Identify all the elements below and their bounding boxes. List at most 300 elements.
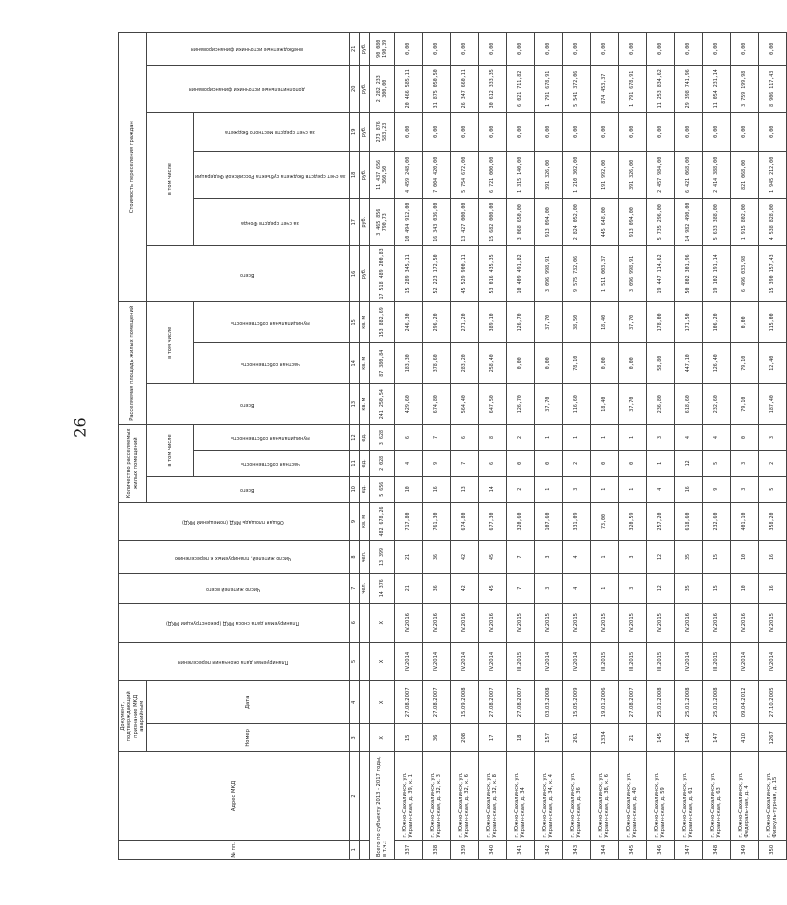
header-additional-sources-text: дополнительные источники финансирования	[188, 86, 305, 92]
row-as-cell: 11 253 834,62	[646, 65, 674, 112]
row-as-cell: 5 541 372,06	[562, 65, 590, 112]
row-at-cell: 187,40	[758, 384, 786, 425]
row-at-cell: 37,70	[534, 384, 562, 425]
row-priv-cell: 0	[506, 450, 534, 476]
row-ex-cell: 0,00	[478, 33, 506, 66]
row-ex-cell: 0,00	[506, 33, 534, 66]
row-num-cell: 261	[562, 724, 590, 752]
column-number-cell: 13	[349, 384, 359, 425]
row-r-cell: 391 326,00	[618, 151, 646, 198]
total-label-cell: Всего по субъекту 2013 - 2017 годы, в т.ч.:	[369, 752, 394, 860]
row-date-cell: 27.08.2007	[618, 681, 646, 724]
row-ct-cell: 1 511 003,37	[590, 246, 618, 302]
row-mun-cell: 0	[730, 425, 758, 451]
row-p1-cell: 7	[506, 573, 534, 603]
total-region-cell: 11 437 656 360,50	[369, 151, 394, 198]
row-ct-cell: 10 409 491,82	[506, 246, 534, 302]
row-ex-cell: 0,00	[618, 33, 646, 66]
row-rooms-cell: 5	[758, 476, 786, 502]
row-mun-cell: 1	[618, 425, 646, 451]
header-no: № пп.	[119, 840, 350, 859]
row-p1-cell: 1	[590, 573, 618, 603]
column-numbers-row	[349, 33, 359, 860]
row-p1-cell: 3	[534, 573, 562, 603]
row-l-cell: 0,00	[534, 112, 562, 151]
unit-cell: кв. м	[359, 343, 369, 384]
row-num-cell: 147	[702, 724, 730, 752]
row-n-cell: 349	[730, 840, 758, 859]
row-p2-cell: 42	[450, 541, 478, 573]
row-l-cell: 0,00	[674, 112, 702, 151]
row-priv-cell: 6	[478, 450, 506, 476]
row-date-cell: 19.01.2006	[590, 681, 618, 724]
total-area-total-cell: 241 250,54	[369, 384, 394, 425]
row-n-cell: 345	[618, 840, 646, 859]
header-region-budget	[194, 151, 350, 198]
row-addr-cell: г. Южно-Сахалинск, ул. Украин-ская, д. 36	[562, 752, 590, 840]
header-planned-demolition	[119, 603, 350, 642]
row-n-cell: 342	[534, 840, 562, 859]
unit-cell: ед.	[359, 450, 369, 476]
table-row	[674, 33, 702, 860]
row-ct-cell: 19 447 114,62	[646, 246, 674, 302]
row-p1-cell: 36	[422, 573, 450, 603]
row-reloc-cell: IV.2014	[450, 642, 478, 681]
row-f-cell: 16 343 036,00	[422, 199, 450, 246]
row-ap-cell: 126,40	[702, 343, 730, 384]
row-mun-cell: 1	[534, 425, 562, 451]
row-ap-cell: 0,00	[618, 343, 646, 384]
row-as-cell: 3 759 199,98	[730, 65, 758, 112]
header-fund-money-text: за счет средств Фонда	[241, 219, 300, 225]
row-f-cell: 3 068 650,00	[506, 199, 534, 246]
row-reloc-cell: III.2015	[590, 642, 618, 681]
total-demolition-cell: X	[369, 603, 394, 642]
unit-cell: руб.	[359, 151, 369, 198]
total-area-municipal-cell: 153 882,69	[369, 302, 394, 343]
row-am-cell: 246,30	[394, 302, 422, 343]
row-l-cell: 0,00	[478, 112, 506, 151]
row-r-cell: 821 068,00	[730, 151, 758, 198]
row-rooms-cell: 1	[618, 476, 646, 502]
header-cost-total	[147, 246, 350, 302]
row-ap-cell: 79,10	[730, 343, 758, 384]
row-l-cell: 0,00	[646, 112, 674, 151]
row-rooms-cell: 16	[674, 476, 702, 502]
header-address: Адрес МКД	[119, 752, 350, 840]
row-p1-cell: 21	[394, 573, 422, 603]
row-date-cell: 27.08.2007	[422, 681, 450, 724]
header-private-text: частная собственность	[240, 461, 300, 467]
row-at-cell: 116,60	[562, 384, 590, 425]
total-relocation-cell: X	[369, 642, 394, 681]
row-n-cell: 348	[702, 840, 730, 859]
row-as-cell: 8 906 117,43	[758, 65, 786, 112]
row-am-cell: 271,20	[450, 302, 478, 343]
row-area-cell: 331,09	[562, 502, 590, 541]
row-priv-cell: 12	[674, 450, 702, 476]
row-date-cell: 25.01.2008	[646, 681, 674, 724]
row-ap-cell: 0,00	[534, 343, 562, 384]
row-at-cell: 232,60	[702, 384, 730, 425]
row-p2-cell: 1	[590, 541, 618, 573]
row-demol-cell: IV.2015	[618, 603, 646, 642]
total-date-cell: X	[369, 681, 394, 724]
row-l-cell: 0,00	[758, 112, 786, 151]
row-addr-cell: г. Южно-Сахалинск, ул. Украин-ская, д. 40	[618, 752, 646, 840]
row-ct-cell: 50 802 301,96	[674, 246, 702, 302]
row-ct-cell: 9 575 732,06	[562, 246, 590, 302]
units-row	[359, 33, 369, 860]
row-f-cell: 5 633 388,00	[702, 199, 730, 246]
row-demol-cell: IV.2016	[450, 603, 478, 642]
row-date-cell: 15.09.2008	[450, 681, 478, 724]
row-r-cell: 191 992,00	[590, 151, 618, 198]
row-ct-cell: 6 496 033,98	[730, 246, 758, 302]
unit-cell	[359, 752, 369, 840]
unit-cell: руб.	[359, 199, 369, 246]
row-at-cell: 37,70	[618, 384, 646, 425]
header-municipal-text: муниципальная собственность	[230, 435, 310, 441]
row-r-cell: 2 457 984,00	[646, 151, 674, 198]
row-r-cell: 7 004 420,00	[422, 151, 450, 198]
row-area-cell: 358,20	[758, 502, 786, 541]
unit-cell: чел.	[359, 573, 369, 603]
row-area-cell: 107,60	[534, 502, 562, 541]
row-addr-cell: г. Южно-Сахалинск, ул. Украин-ская, д. 39, к. 1	[394, 752, 422, 840]
row-addr-cell: г. Южно-Сахалинск, ул. Украин-ская, д. 32, к. 6	[450, 752, 478, 840]
row-r-cell: 5 754 672,00	[450, 151, 478, 198]
row-mun-cell: 2	[506, 425, 534, 451]
row-demol-cell: IV.2015	[758, 603, 786, 642]
row-num-cell: 1267	[758, 724, 786, 752]
row-ex-cell: 0,00	[758, 33, 786, 66]
row-p2-cell: 4	[562, 541, 590, 573]
row-reloc-cell: IV.2014	[534, 642, 562, 681]
total-add-sources-cell: 2 282 233 300,00	[369, 65, 394, 112]
row-demol-cell: IV.2016	[730, 603, 758, 642]
row-num-cell: 17	[478, 724, 506, 752]
header-area: Расселяемая площадь жилых помещений	[119, 302, 147, 425]
row-f-cell: 1 915 802,00	[730, 199, 758, 246]
row-mun-cell: 4	[702, 425, 730, 451]
total-area-cell: 482 678,26	[369, 502, 394, 541]
unit-cell	[359, 681, 369, 724]
row-l-cell: 0,00	[562, 112, 590, 151]
row-am-cell: 296,20	[422, 302, 450, 343]
row-p1-cell: 3	[618, 573, 646, 603]
row-reloc-cell: III.2015	[702, 642, 730, 681]
row-date-cell: 09.04.2012	[730, 681, 758, 724]
row-am-cell: 0,00	[730, 302, 758, 343]
row-p2-cell: 3	[618, 541, 646, 573]
row-as-cell: 20 466 585,11	[394, 65, 422, 112]
row-area-cell: 232,60	[702, 502, 730, 541]
row-r-cell: 1 945 212,00	[758, 151, 786, 198]
header-rooms-total-text: Всего	[239, 486, 254, 492]
rotated-table-wrapper	[118, 32, 779, 860]
row-am-cell: 38,50	[562, 302, 590, 343]
header-area-total-text: Всего	[239, 401, 254, 407]
row-at-cell: 674,80	[422, 384, 450, 425]
row-demol-cell: IV.2015	[646, 603, 674, 642]
row-as-cell: 1 791 678,91	[618, 65, 646, 112]
row-rooms-cell: 2	[506, 476, 534, 502]
row-f-cell: 15 682 000,00	[478, 199, 506, 246]
row-as-cell: 1 791 678,91	[534, 65, 562, 112]
total-local-cell: 273 876 583,23	[369, 112, 394, 151]
total-row	[369, 33, 394, 860]
header-number: Номер	[147, 724, 350, 752]
unit-cell: руб.	[359, 65, 369, 112]
row-p1-cell: 42	[450, 573, 478, 603]
row-p2-cell: 3	[534, 541, 562, 573]
header-row-1	[119, 33, 147, 860]
row-p2-cell: 45	[478, 541, 506, 573]
row-p1-cell: 12	[646, 573, 674, 603]
row-as-cell: 26 347 660,11	[450, 65, 478, 112]
row-mun-cell: 8	[478, 425, 506, 451]
row-ex-cell: 0,00	[450, 33, 478, 66]
row-mun-cell: 3	[646, 425, 674, 451]
row-ct-cell: 3 096 998,91	[534, 246, 562, 302]
row-mun-cell: 6	[450, 425, 478, 451]
row-area-cell: 73,00	[590, 502, 618, 541]
row-at-cell: 126,70	[506, 384, 534, 425]
total-fund-cell: 3 465 856 790,73	[369, 199, 394, 246]
column-number-cell: 12	[349, 425, 359, 451]
row-ct-cell: 15 289 345,11	[394, 246, 422, 302]
header-cost: Стоимость переселения граждан	[119, 33, 147, 302]
row-date-cell: 25.01.2008	[702, 681, 730, 724]
row-p2-cell: 7	[506, 541, 534, 573]
column-number-cell: 4	[349, 681, 359, 724]
row-r-cell: 4 459 248,00	[394, 151, 422, 198]
header-area-in-that: в том числе	[147, 302, 194, 384]
row-demol-cell: IV.2015	[506, 603, 534, 642]
row-demol-cell: IV.2015	[562, 603, 590, 642]
row-am-cell: 18,40	[590, 302, 618, 343]
row-rooms-cell: 16	[422, 476, 450, 502]
relocation-table	[118, 32, 787, 860]
unit-cell	[359, 603, 369, 642]
header-people-count	[119, 573, 350, 603]
row-num-cell: 145	[646, 724, 674, 752]
total-people-relocate-cell: 13 399	[369, 541, 394, 573]
header-planned-relocation	[119, 642, 350, 681]
header-date: Дата	[147, 681, 350, 724]
row-as-cell: 6 021 711,82	[506, 65, 534, 112]
row-as-cell: 874 453,37	[590, 65, 618, 112]
row-date-cell: 03.03.2008	[534, 681, 562, 724]
row-r-cell: 2 414 388,00	[702, 151, 730, 198]
row-n-cell: 344	[590, 840, 618, 859]
row-ct-cell: 15 390 157,43	[758, 246, 786, 302]
row-mun-cell: 3	[758, 425, 786, 451]
row-r-cell: 1 315 140,00	[506, 151, 534, 198]
row-at-cell: 618,60	[674, 384, 702, 425]
row-area-cell: 761,30	[422, 502, 450, 541]
row-num-cell: 18	[506, 724, 534, 752]
row-at-cell: 429,60	[394, 384, 422, 425]
header-area-total	[147, 384, 350, 425]
row-ct-cell: 52 223 172,50	[422, 246, 450, 302]
row-ct-cell: 53 016 435,35	[478, 246, 506, 302]
table-row	[394, 33, 422, 860]
row-ct-cell: 45 529 900,11	[450, 246, 478, 302]
row-ct-cell: 3 096 998,91	[618, 246, 646, 302]
column-number-cell: 7	[349, 573, 359, 603]
header-municipal-area-text: муниципальная собственность	[230, 320, 310, 326]
row-priv-cell: 7	[450, 450, 478, 476]
row-addr-cell: г. Южно-Сахалинск, ул. Украин-ская, д. 34	[506, 752, 534, 840]
row-am-cell: 126,70	[506, 302, 534, 343]
row-ap-cell: 258,40	[478, 343, 506, 384]
row-mun-cell: 7	[422, 425, 450, 451]
header-row-2	[147, 33, 194, 860]
row-p1-cell: 15	[702, 573, 730, 603]
row-addr-cell: г. Южно-Сахалинск, ул. Физкуль-турная, д. 15	[758, 752, 786, 840]
row-num-cell: 146	[674, 724, 702, 752]
row-num-cell: 36	[422, 724, 450, 752]
row-n-cell: 340	[478, 840, 506, 859]
column-number-cell: 17	[349, 199, 359, 246]
row-r-cell: 6 421 068,00	[674, 151, 702, 198]
row-am-cell: 115,00	[758, 302, 786, 343]
row-am-cell: 171,50	[674, 302, 702, 343]
row-am-cell: 106,20	[702, 302, 730, 343]
header-document: Документ, подтверждающий признание МКД аварийным	[119, 681, 147, 752]
table-row	[562, 33, 590, 860]
column-number-cell: 21	[349, 33, 359, 66]
row-am-cell: 178,00	[646, 302, 674, 343]
total-private-cell: 2 028	[369, 450, 394, 476]
row-p2-cell: 10	[730, 541, 758, 573]
row-ex-cell: 0,00	[394, 33, 422, 66]
row-p2-cell: 21	[394, 541, 422, 573]
row-area-cell: 618,60	[674, 502, 702, 541]
column-number-cell: 6	[349, 603, 359, 642]
unit-cell: руб.	[359, 33, 369, 66]
row-area-cell: 257,20	[646, 502, 674, 541]
row-reloc-cell: IV.2014	[674, 642, 702, 681]
column-number-cell: 10	[349, 476, 359, 502]
row-priv-cell: 5	[702, 450, 730, 476]
column-number-cell: 20	[349, 65, 359, 112]
row-reloc-cell: IV.2014	[394, 642, 422, 681]
row-ct-cell: 19 102 191,14	[702, 246, 730, 302]
row-reloc-cell: IV.2014	[562, 642, 590, 681]
row-addr-cell: г. Южно-Сахалинск, ул. Украин-ская, д. 63	[702, 752, 730, 840]
row-ex-cell: 0,00	[730, 33, 758, 66]
row-rooms-cell: 1	[590, 476, 618, 502]
row-addr-cell: г. Южно-Сахалинск, ул. Украин-ская, д. 61	[674, 752, 702, 840]
row-ap-cell: 78,10	[562, 343, 590, 384]
header-people-relocate-text: Число жителей, планируемых к переселению	[174, 554, 291, 560]
row-date-cell: 27.08.2007	[478, 681, 506, 724]
table-row	[478, 33, 506, 860]
row-num-cell: 21	[618, 724, 646, 752]
table-row	[618, 33, 646, 860]
row-num-cell: 410	[730, 724, 758, 752]
total-municipal-cell: 3 628	[369, 425, 394, 451]
row-priv-cell: 2	[758, 450, 786, 476]
row-area-cell: 320,60	[506, 502, 534, 541]
row-p1-cell: 16	[758, 573, 786, 603]
row-at-cell: 564,40	[450, 384, 478, 425]
row-reloc-cell: III.2015	[618, 642, 646, 681]
row-mun-cell: 1	[562, 425, 590, 451]
header-additional-sources	[147, 65, 350, 112]
header-municipal-area	[194, 302, 350, 343]
row-mun-cell: 4	[674, 425, 702, 451]
row-demol-cell: IV.2016	[478, 603, 506, 642]
unit-cell: ед.	[359, 476, 369, 502]
row-date-cell: 15.05.2009	[562, 681, 590, 724]
table-row	[758, 33, 786, 860]
unit-cell	[359, 642, 369, 681]
header-private-area-text: частная собственность	[240, 360, 300, 366]
row-demol-cell: IV.2016	[394, 603, 422, 642]
row-l-cell: 0,00	[422, 112, 450, 151]
total-cost-total-cell: 17 518 489 200,83	[369, 246, 394, 302]
row-ap-cell: 0,00	[506, 343, 534, 384]
total-extra-cell: 90 080 190,39	[369, 33, 394, 66]
header-planned-relocation-text: Планируемая дата окончания переселения	[177, 659, 288, 665]
row-priv-cell: 3	[730, 450, 758, 476]
row-demol-cell: IV.2016	[674, 603, 702, 642]
row-n-cell: 341	[506, 840, 534, 859]
header-rooms-total	[147, 476, 350, 502]
total-people-cell: 14 376	[369, 573, 394, 603]
table-row	[590, 33, 618, 860]
row-demol-cell: IV.2016	[422, 603, 450, 642]
row-priv-cell: 0	[534, 450, 562, 476]
column-number-cell: 14	[349, 343, 359, 384]
table-row	[646, 33, 674, 860]
header-people-count-text: Число жителей всего	[205, 585, 260, 591]
column-number-cell: 18	[349, 151, 359, 198]
column-number-cell: 15	[349, 302, 359, 343]
row-mun-cell: 6	[394, 425, 422, 451]
row-ap-cell: 58,80	[646, 343, 674, 384]
row-n-cell: 339	[450, 840, 478, 859]
unit-cell: кв. м	[359, 502, 369, 541]
row-f-cell: 10 494 912,00	[394, 199, 422, 246]
row-p2-cell: 15	[702, 541, 730, 573]
row-ex-cell: 0,00	[702, 33, 730, 66]
row-p1-cell: 45	[478, 573, 506, 603]
row-addr-cell: г. Южно-Сахалинск, ул. Украин-ская, д. 32, к. 8	[478, 752, 506, 840]
total-rooms-cell: 5 656	[369, 476, 394, 502]
row-l-cell: 0,00	[506, 112, 534, 151]
row-addr-cell: г. Южно-Сахалинск, ул. Украин-ская, д. 59	[646, 752, 674, 840]
row-r-cell: 1 210 302,00	[562, 151, 590, 198]
row-l-cell: 0,00	[450, 112, 478, 151]
header-extra-financing	[147, 33, 350, 66]
header-planned-demolition-text: Планируемая дата сноса МКД (реконструкции МКД)	[166, 620, 300, 626]
table-row	[422, 33, 450, 860]
row-p2-cell: 35	[674, 541, 702, 573]
row-rooms-cell: 14	[478, 476, 506, 502]
header-local-budget-text: за счет средств местного бюджета	[225, 129, 316, 135]
row-f-cell: 5 735 296,00	[646, 199, 674, 246]
table-row	[534, 33, 562, 860]
row-num-cell: 157	[534, 724, 562, 752]
row-num-cell: 1334	[590, 724, 618, 752]
row-f-cell: 14 982 490,00	[674, 199, 702, 246]
row-p1-cell: 35	[674, 573, 702, 603]
